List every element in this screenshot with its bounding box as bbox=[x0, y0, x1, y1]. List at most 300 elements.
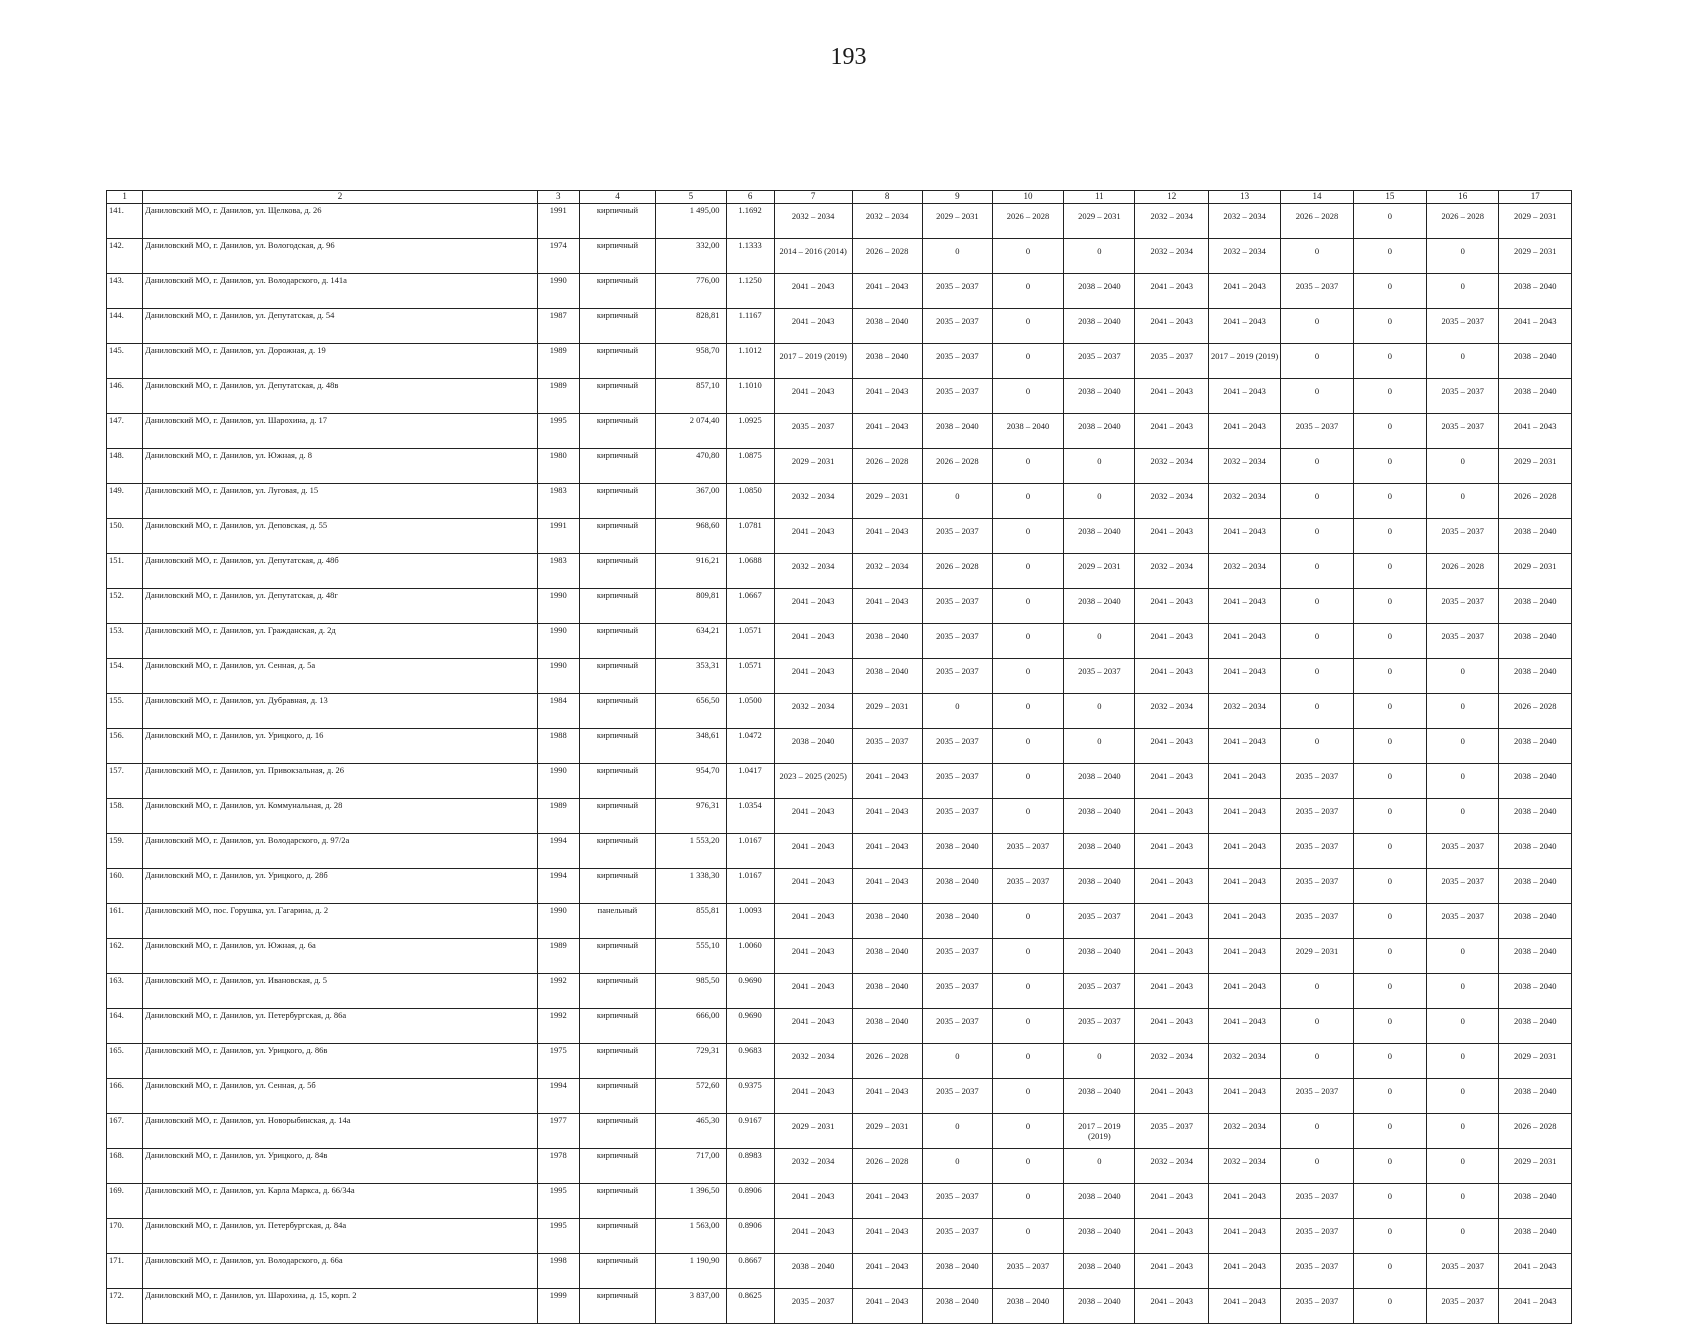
period-col-9-cell: 2026 – 2028 bbox=[922, 449, 992, 484]
period-col-11-cell: 2038 – 2040 bbox=[1064, 1079, 1135, 1114]
period-col-17-cell: 2038 – 2040 bbox=[1499, 344, 1572, 379]
period-col-10-cell: 2038 – 2040 bbox=[992, 414, 1063, 449]
address-cell: Даниловский МО, г. Данилов, ул. Карла Маркса, д. 66/34а bbox=[143, 1184, 538, 1219]
table-row bbox=[107, 274, 1572, 309]
period-col-8-cell: 2041 – 2043 bbox=[852, 1184, 922, 1219]
period-col-10-cell: 2035 – 2037 bbox=[992, 1254, 1063, 1289]
address-cell: Даниловский МО, пос. Горушка, ул. Гагарина, д. 2 bbox=[143, 904, 538, 939]
wall-material-cell: кирпичный bbox=[579, 974, 656, 1009]
period-col-9-cell: 2035 – 2037 bbox=[922, 659, 992, 694]
period-col-9-cell: 2038 – 2040 bbox=[922, 1289, 992, 1324]
period-col-15-cell: 0 bbox=[1353, 519, 1426, 554]
coefficient-cell: 1.0472 bbox=[726, 729, 774, 764]
row-number-cell: 162. bbox=[107, 939, 143, 974]
period-col-7-cell: 2032 – 2034 bbox=[774, 204, 852, 239]
period-col-14-cell: 0 bbox=[1281, 449, 1353, 484]
period-col-7-cell: 2041 – 2043 bbox=[774, 1079, 852, 1114]
period-col-14-cell: 2035 – 2037 bbox=[1281, 1289, 1353, 1324]
period-col-8-cell: 2041 – 2043 bbox=[852, 799, 922, 834]
period-col-16-cell: 0 bbox=[1427, 1149, 1499, 1184]
housing-repair-schedule-table bbox=[106, 190, 1572, 1324]
area-cell: 958,70 bbox=[656, 344, 726, 379]
address-cell: Даниловский МО, г. Данилов, ул. Деповская, д. 55 bbox=[143, 519, 538, 554]
period-col-9-cell: 2035 – 2037 bbox=[922, 764, 992, 799]
build-year-cell: 1991 bbox=[537, 204, 579, 239]
column-number-12: 12 bbox=[1135, 191, 1208, 204]
address-cell: Даниловский МО, г. Данилов, ул. Сенная, д. 5а bbox=[143, 659, 538, 694]
period-col-15-cell: 0 bbox=[1353, 1079, 1426, 1114]
row-number-cell: 172. bbox=[107, 1289, 143, 1324]
area-cell: 968,60 bbox=[656, 519, 726, 554]
build-year-cell: 1988 bbox=[537, 729, 579, 764]
period-col-7-cell: 2041 – 2043 bbox=[774, 939, 852, 974]
period-col-13-cell: 2041 – 2043 bbox=[1208, 834, 1280, 869]
build-year-cell: 1990 bbox=[537, 904, 579, 939]
period-col-17-cell: 2026 – 2028 bbox=[1499, 694, 1572, 729]
period-col-11-cell: 2038 – 2040 bbox=[1064, 1254, 1135, 1289]
period-col-10-cell: 0 bbox=[992, 659, 1063, 694]
coefficient-cell: 0.9167 bbox=[726, 1114, 774, 1149]
table-row bbox=[107, 309, 1572, 344]
period-col-9-cell: 2035 – 2037 bbox=[922, 1009, 992, 1044]
period-col-16-cell: 2026 – 2028 bbox=[1427, 204, 1499, 239]
period-col-12-cell: 2032 – 2034 bbox=[1135, 554, 1208, 589]
wall-material-cell: панельный bbox=[579, 904, 656, 939]
area-cell: 656,50 bbox=[656, 694, 726, 729]
period-col-8-cell: 2041 – 2043 bbox=[852, 764, 922, 799]
period-col-12-cell: 2041 – 2043 bbox=[1135, 589, 1208, 624]
period-col-13-cell: 2041 – 2043 bbox=[1208, 939, 1280, 974]
period-col-13-cell: 2041 – 2043 bbox=[1208, 309, 1280, 344]
table-row bbox=[107, 204, 1572, 239]
coefficient-cell: 1.0060 bbox=[726, 939, 774, 974]
period-col-17-cell: 2038 – 2040 bbox=[1499, 729, 1572, 764]
period-col-8-cell: 2035 – 2037 bbox=[852, 729, 922, 764]
coefficient-cell: 0.9683 bbox=[726, 1044, 774, 1079]
address-cell: Даниловский МО, г. Данилов, ул. Депутатская, д. 48г bbox=[143, 589, 538, 624]
period-col-7-cell: 2041 – 2043 bbox=[774, 589, 852, 624]
period-col-8-cell: 2038 – 2040 bbox=[852, 659, 922, 694]
period-col-15-cell: 0 bbox=[1353, 659, 1426, 694]
column-number-13: 13 bbox=[1208, 191, 1280, 204]
period-col-17-cell: 2041 – 2043 bbox=[1499, 309, 1572, 344]
build-year-cell: 1989 bbox=[537, 344, 579, 379]
period-col-9-cell: 2035 – 2037 bbox=[922, 799, 992, 834]
period-col-10-cell: 0 bbox=[992, 554, 1063, 589]
wall-material-cell: кирпичный bbox=[579, 729, 656, 764]
period-col-8-cell: 2032 – 2034 bbox=[852, 204, 922, 239]
period-col-7-cell: 2041 – 2043 bbox=[774, 379, 852, 414]
period-col-13-cell: 2017 – 2019 (2019) bbox=[1208, 344, 1280, 379]
address-cell: Даниловский МО, г. Данилов, ул. Депутатская, д. 48в bbox=[143, 379, 538, 414]
area-cell: 465,30 bbox=[656, 1114, 726, 1149]
coefficient-cell: 0.9375 bbox=[726, 1079, 774, 1114]
period-col-13-cell: 2041 – 2043 bbox=[1208, 799, 1280, 834]
wall-material-cell: кирпичный bbox=[579, 554, 656, 589]
address-cell: Даниловский МО, г. Данилов, ул. Володарского, д. 66а bbox=[143, 1254, 538, 1289]
table-row bbox=[107, 449, 1572, 484]
table-row bbox=[107, 344, 1572, 379]
period-col-17-cell: 2041 – 2043 bbox=[1499, 1289, 1572, 1324]
period-col-7-cell: 2041 – 2043 bbox=[774, 659, 852, 694]
period-col-10-cell: 0 bbox=[992, 799, 1063, 834]
address-cell: Даниловский МО, г. Данилов, ул. Ивановская, д. 5 bbox=[143, 974, 538, 1009]
coefficient-cell: 1.1010 bbox=[726, 379, 774, 414]
build-year-cell: 1995 bbox=[537, 1184, 579, 1219]
period-col-14-cell: 0 bbox=[1281, 659, 1353, 694]
area-cell: 634,21 bbox=[656, 624, 726, 659]
column-number-row bbox=[107, 191, 1572, 204]
page-number: 193 bbox=[830, 44, 867, 70]
period-col-16-cell: 0 bbox=[1427, 974, 1499, 1009]
period-col-11-cell: 0 bbox=[1064, 694, 1135, 729]
period-col-13-cell: 2032 – 2034 bbox=[1208, 554, 1280, 589]
address-cell: Даниловский МО, г. Данилов, ул. Петербургская, д. 86а bbox=[143, 1009, 538, 1044]
address-cell: Даниловский МО, г. Данилов, ул. Депутатская, д. 48б bbox=[143, 554, 538, 589]
period-col-15-cell: 0 bbox=[1353, 1149, 1426, 1184]
period-col-13-cell: 2041 – 2043 bbox=[1208, 904, 1280, 939]
period-col-15-cell: 0 bbox=[1353, 274, 1426, 309]
column-number-1: 1 bbox=[107, 191, 143, 204]
wall-material-cell: кирпичный bbox=[579, 344, 656, 379]
build-year-cell: 1999 bbox=[537, 1289, 579, 1324]
period-col-15-cell: 0 bbox=[1353, 449, 1426, 484]
coefficient-cell: 0.9690 bbox=[726, 974, 774, 1009]
period-col-13-cell: 2041 – 2043 bbox=[1208, 1079, 1280, 1114]
wall-material-cell: кирпичный bbox=[579, 1254, 656, 1289]
wall-material-cell: кирпичный bbox=[579, 1219, 656, 1254]
table-row bbox=[107, 554, 1572, 589]
period-col-13-cell: 2041 – 2043 bbox=[1208, 1254, 1280, 1289]
build-year-cell: 1990 bbox=[537, 659, 579, 694]
period-col-15-cell: 0 bbox=[1353, 1114, 1426, 1149]
period-col-15-cell: 0 bbox=[1353, 589, 1426, 624]
period-col-17-cell: 2038 – 2040 bbox=[1499, 624, 1572, 659]
row-number-cell: 144. bbox=[107, 309, 143, 344]
period-col-14-cell: 2035 – 2037 bbox=[1281, 414, 1353, 449]
area-cell: 3 837,00 bbox=[656, 1289, 726, 1324]
row-number-cell: 159. bbox=[107, 834, 143, 869]
period-col-17-cell: 2029 – 2031 bbox=[1499, 239, 1572, 274]
period-col-17-cell: 2038 – 2040 bbox=[1499, 1184, 1572, 1219]
row-number-cell: 163. bbox=[107, 974, 143, 1009]
period-col-7-cell: 2029 – 2031 bbox=[774, 1114, 852, 1149]
build-year-cell: 1989 bbox=[537, 939, 579, 974]
area-cell: 857,10 bbox=[656, 379, 726, 414]
period-col-11-cell: 2038 – 2040 bbox=[1064, 1219, 1135, 1254]
period-col-8-cell: 2041 – 2043 bbox=[852, 414, 922, 449]
build-year-cell: 1990 bbox=[537, 589, 579, 624]
period-col-11-cell: 2038 – 2040 bbox=[1064, 939, 1135, 974]
period-col-13-cell: 2032 – 2034 bbox=[1208, 239, 1280, 274]
period-col-7-cell: 2041 – 2043 bbox=[774, 274, 852, 309]
period-col-9-cell: 2035 – 2037 bbox=[922, 624, 992, 659]
row-number-cell: 166. bbox=[107, 1079, 143, 1114]
coefficient-cell: 1.0571 bbox=[726, 624, 774, 659]
period-col-13-cell: 2041 – 2043 bbox=[1208, 729, 1280, 764]
period-col-8-cell: 2038 – 2040 bbox=[852, 624, 922, 659]
period-col-7-cell: 2032 – 2034 bbox=[774, 1149, 852, 1184]
period-col-17-cell: 2026 – 2028 bbox=[1499, 484, 1572, 519]
period-col-12-cell: 2041 – 2043 bbox=[1135, 1289, 1208, 1324]
area-cell: 776,00 bbox=[656, 274, 726, 309]
period-col-7-cell: 2041 – 2043 bbox=[774, 1184, 852, 1219]
wall-material-cell: кирпичный bbox=[579, 869, 656, 904]
period-col-8-cell: 2029 – 2031 bbox=[852, 484, 922, 519]
period-col-14-cell: 0 bbox=[1281, 554, 1353, 589]
period-col-9-cell: 2029 – 2031 bbox=[922, 204, 992, 239]
period-col-15-cell: 0 bbox=[1353, 379, 1426, 414]
period-col-13-cell: 2041 – 2043 bbox=[1208, 624, 1280, 659]
period-col-12-cell: 2041 – 2043 bbox=[1135, 519, 1208, 554]
period-col-9-cell: 2035 – 2037 bbox=[922, 1219, 992, 1254]
period-col-15-cell: 0 bbox=[1353, 1044, 1426, 1079]
period-col-11-cell: 2035 – 2037 bbox=[1064, 344, 1135, 379]
period-col-17-cell: 2038 – 2040 bbox=[1499, 904, 1572, 939]
period-col-13-cell: 2041 – 2043 bbox=[1208, 764, 1280, 799]
period-col-14-cell: 0 bbox=[1281, 1114, 1353, 1149]
period-col-8-cell: 2041 – 2043 bbox=[852, 869, 922, 904]
period-col-16-cell: 2035 – 2037 bbox=[1427, 1289, 1499, 1324]
row-number-cell: 160. bbox=[107, 869, 143, 904]
period-col-9-cell: 2035 – 2037 bbox=[922, 974, 992, 1009]
period-col-12-cell: 2032 – 2034 bbox=[1135, 1044, 1208, 1079]
period-col-13-cell: 2032 – 2034 bbox=[1208, 449, 1280, 484]
area-cell: 828,81 bbox=[656, 309, 726, 344]
column-number-17: 17 bbox=[1499, 191, 1572, 204]
period-col-12-cell: 2041 – 2043 bbox=[1135, 274, 1208, 309]
period-col-17-cell: 2038 – 2040 bbox=[1499, 834, 1572, 869]
period-col-15-cell: 0 bbox=[1353, 799, 1426, 834]
coefficient-cell: 1.0925 bbox=[726, 414, 774, 449]
period-col-14-cell: 2035 – 2037 bbox=[1281, 1079, 1353, 1114]
period-col-11-cell: 0 bbox=[1064, 1149, 1135, 1184]
period-col-8-cell: 2038 – 2040 bbox=[852, 1009, 922, 1044]
period-col-16-cell: 2035 – 2037 bbox=[1427, 519, 1499, 554]
period-col-16-cell: 2035 – 2037 bbox=[1427, 869, 1499, 904]
coefficient-cell: 1.0875 bbox=[726, 449, 774, 484]
period-col-12-cell: 2041 – 2043 bbox=[1135, 624, 1208, 659]
table-row bbox=[107, 974, 1572, 1009]
area-cell: 954,70 bbox=[656, 764, 726, 799]
build-year-cell: 1998 bbox=[537, 1254, 579, 1289]
period-col-9-cell: 2035 – 2037 bbox=[922, 939, 992, 974]
period-col-14-cell: 2026 – 2028 bbox=[1281, 204, 1353, 239]
period-col-14-cell: 0 bbox=[1281, 344, 1353, 379]
row-number-cell: 165. bbox=[107, 1044, 143, 1079]
row-number-cell: 152. bbox=[107, 589, 143, 624]
period-col-16-cell: 0 bbox=[1427, 1219, 1499, 1254]
period-col-9-cell: 2038 – 2040 bbox=[922, 869, 992, 904]
period-col-13-cell: 2032 – 2034 bbox=[1208, 1149, 1280, 1184]
period-col-10-cell: 0 bbox=[992, 309, 1063, 344]
period-col-17-cell: 2041 – 2043 bbox=[1499, 414, 1572, 449]
period-col-8-cell: 2041 – 2043 bbox=[852, 1219, 922, 1254]
area-cell: 1 553,20 bbox=[656, 834, 726, 869]
table-row bbox=[107, 799, 1572, 834]
period-col-15-cell: 0 bbox=[1353, 764, 1426, 799]
period-col-7-cell: 2041 – 2043 bbox=[774, 869, 852, 904]
period-col-9-cell: 2035 – 2037 bbox=[922, 1184, 992, 1219]
period-col-15-cell: 0 bbox=[1353, 1219, 1426, 1254]
period-col-11-cell: 0 bbox=[1064, 239, 1135, 274]
period-col-8-cell: 2029 – 2031 bbox=[852, 694, 922, 729]
area-cell: 353,31 bbox=[656, 659, 726, 694]
build-year-cell: 1983 bbox=[537, 554, 579, 589]
address-cell: Даниловский МО, г. Данилов, ул. Депутатская, д. 54 bbox=[143, 309, 538, 344]
period-col-12-cell: 2041 – 2043 bbox=[1135, 1219, 1208, 1254]
period-col-10-cell: 0 bbox=[992, 1079, 1063, 1114]
period-col-16-cell: 0 bbox=[1427, 729, 1499, 764]
period-col-14-cell: 2035 – 2037 bbox=[1281, 869, 1353, 904]
period-col-10-cell: 2035 – 2037 bbox=[992, 869, 1063, 904]
period-col-8-cell: 2038 – 2040 bbox=[852, 974, 922, 1009]
period-col-16-cell: 0 bbox=[1427, 939, 1499, 974]
row-number-cell: 167. bbox=[107, 1114, 143, 1149]
period-col-9-cell: 0 bbox=[922, 1114, 992, 1149]
row-number-cell: 155. bbox=[107, 694, 143, 729]
period-col-8-cell: 2029 – 2031 bbox=[852, 1114, 922, 1149]
period-col-15-cell: 0 bbox=[1353, 239, 1426, 274]
table-row bbox=[107, 414, 1572, 449]
wall-material-cell: кирпичный bbox=[579, 799, 656, 834]
period-col-8-cell: 2041 – 2043 bbox=[852, 379, 922, 414]
period-col-13-cell: 2032 – 2034 bbox=[1208, 204, 1280, 239]
table-row bbox=[107, 1114, 1572, 1149]
row-number-cell: 157. bbox=[107, 764, 143, 799]
period-col-7-cell: 2038 – 2040 bbox=[774, 1254, 852, 1289]
period-col-16-cell: 0 bbox=[1427, 764, 1499, 799]
period-col-14-cell: 0 bbox=[1281, 484, 1353, 519]
period-col-11-cell: 2038 – 2040 bbox=[1064, 519, 1135, 554]
period-col-12-cell: 2032 – 2034 bbox=[1135, 449, 1208, 484]
coefficient-cell: 0.8667 bbox=[726, 1254, 774, 1289]
period-col-14-cell: 2035 – 2037 bbox=[1281, 1219, 1353, 1254]
period-col-9-cell: 0 bbox=[922, 239, 992, 274]
table-row bbox=[107, 694, 1572, 729]
table-row bbox=[107, 1044, 1572, 1079]
table-row bbox=[107, 239, 1572, 274]
period-col-9-cell: 2035 – 2037 bbox=[922, 729, 992, 764]
wall-material-cell: кирпичный bbox=[579, 379, 656, 414]
period-col-7-cell: 2041 – 2043 bbox=[774, 904, 852, 939]
coefficient-cell: 1.0667 bbox=[726, 589, 774, 624]
coefficient-cell: 1.0417 bbox=[726, 764, 774, 799]
period-col-16-cell: 2035 – 2037 bbox=[1427, 624, 1499, 659]
period-col-11-cell: 2038 – 2040 bbox=[1064, 764, 1135, 799]
area-cell: 2 074,40 bbox=[656, 414, 726, 449]
wall-material-cell: кирпичный bbox=[579, 449, 656, 484]
table-row bbox=[107, 624, 1572, 659]
period-col-12-cell: 2032 – 2034 bbox=[1135, 484, 1208, 519]
row-number-cell: 153. bbox=[107, 624, 143, 659]
period-col-17-cell: 2038 – 2040 bbox=[1499, 869, 1572, 904]
period-col-8-cell: 2032 – 2034 bbox=[852, 554, 922, 589]
row-number-cell: 148. bbox=[107, 449, 143, 484]
period-col-10-cell: 0 bbox=[992, 274, 1063, 309]
period-col-9-cell: 0 bbox=[922, 1149, 992, 1184]
table-row bbox=[107, 729, 1572, 764]
wall-material-cell: кирпичный bbox=[579, 694, 656, 729]
area-cell: 916,21 bbox=[656, 554, 726, 589]
wall-material-cell: кирпичный bbox=[579, 1009, 656, 1044]
period-col-15-cell: 0 bbox=[1353, 834, 1426, 869]
period-col-16-cell: 0 bbox=[1427, 694, 1499, 729]
period-col-13-cell: 2041 – 2043 bbox=[1208, 379, 1280, 414]
row-number-cell: 170. bbox=[107, 1219, 143, 1254]
wall-material-cell: кирпичный bbox=[579, 1114, 656, 1149]
area-cell: 470,80 bbox=[656, 449, 726, 484]
period-col-11-cell: 2035 – 2037 bbox=[1064, 974, 1135, 1009]
period-col-8-cell: 2041 – 2043 bbox=[852, 1254, 922, 1289]
row-number-cell: 146. bbox=[107, 379, 143, 414]
row-number-cell: 150. bbox=[107, 519, 143, 554]
period-col-7-cell: 2017 – 2019 (2019) bbox=[774, 344, 852, 379]
period-col-13-cell: 2041 – 2043 bbox=[1208, 659, 1280, 694]
period-col-14-cell: 0 bbox=[1281, 974, 1353, 1009]
build-year-cell: 1989 bbox=[537, 799, 579, 834]
period-col-10-cell: 0 bbox=[992, 729, 1063, 764]
table-row bbox=[107, 834, 1572, 869]
period-col-16-cell: 0 bbox=[1427, 1184, 1499, 1219]
period-col-15-cell: 0 bbox=[1353, 484, 1426, 519]
period-col-17-cell: 2038 – 2040 bbox=[1499, 799, 1572, 834]
build-year-cell: 1975 bbox=[537, 1044, 579, 1079]
wall-material-cell: кирпичный bbox=[579, 1149, 656, 1184]
period-col-17-cell: 2038 – 2040 bbox=[1499, 1219, 1572, 1254]
build-year-cell: 1990 bbox=[537, 274, 579, 309]
period-col-7-cell: 2041 – 2043 bbox=[774, 834, 852, 869]
period-col-11-cell: 2038 – 2040 bbox=[1064, 274, 1135, 309]
row-number-cell: 168. bbox=[107, 1149, 143, 1184]
period-col-15-cell: 0 bbox=[1353, 1009, 1426, 1044]
row-number-cell: 171. bbox=[107, 1254, 143, 1289]
period-col-7-cell: 2041 – 2043 bbox=[774, 519, 852, 554]
period-col-11-cell: 2038 – 2040 bbox=[1064, 799, 1135, 834]
period-col-12-cell: 2035 – 2037 bbox=[1135, 1114, 1208, 1149]
column-number-15: 15 bbox=[1353, 191, 1426, 204]
period-col-8-cell: 2041 – 2043 bbox=[852, 589, 922, 624]
period-col-10-cell: 2038 – 2040 bbox=[992, 1289, 1063, 1324]
period-col-10-cell: 0 bbox=[992, 904, 1063, 939]
period-col-11-cell: 2035 – 2037 bbox=[1064, 659, 1135, 694]
period-col-12-cell: 2041 – 2043 bbox=[1135, 904, 1208, 939]
table-row bbox=[107, 764, 1572, 799]
column-number-9: 9 bbox=[922, 191, 992, 204]
build-year-cell: 1989 bbox=[537, 379, 579, 414]
period-col-13-cell: 2041 – 2043 bbox=[1208, 519, 1280, 554]
period-col-16-cell: 2035 – 2037 bbox=[1427, 589, 1499, 624]
row-number-cell: 158. bbox=[107, 799, 143, 834]
address-cell: Даниловский МО, г. Данилов, ул. Дорожная, д. 19 bbox=[143, 344, 538, 379]
period-col-12-cell: 2041 – 2043 bbox=[1135, 414, 1208, 449]
column-number-5: 5 bbox=[656, 191, 726, 204]
area-cell: 348,61 bbox=[656, 729, 726, 764]
period-col-12-cell: 2041 – 2043 bbox=[1135, 1009, 1208, 1044]
period-col-17-cell: 2029 – 2031 bbox=[1499, 1149, 1572, 1184]
coefficient-cell: 1.1167 bbox=[726, 309, 774, 344]
period-col-14-cell: 0 bbox=[1281, 729, 1353, 764]
row-number-cell: 141. bbox=[107, 204, 143, 239]
table-row bbox=[107, 939, 1572, 974]
address-cell: Даниловский МО, г. Данилов, ул. Южная, д. 8 bbox=[143, 449, 538, 484]
period-col-10-cell: 0 bbox=[992, 1009, 1063, 1044]
address-cell: Даниловский МО, г. Данилов, ул. Новорыбинская, д. 14а bbox=[143, 1114, 538, 1149]
wall-material-cell: кирпичный bbox=[579, 1044, 656, 1079]
period-col-12-cell: 2041 – 2043 bbox=[1135, 309, 1208, 344]
period-col-17-cell: 2038 – 2040 bbox=[1499, 764, 1572, 799]
period-col-12-cell: 2041 – 2043 bbox=[1135, 729, 1208, 764]
